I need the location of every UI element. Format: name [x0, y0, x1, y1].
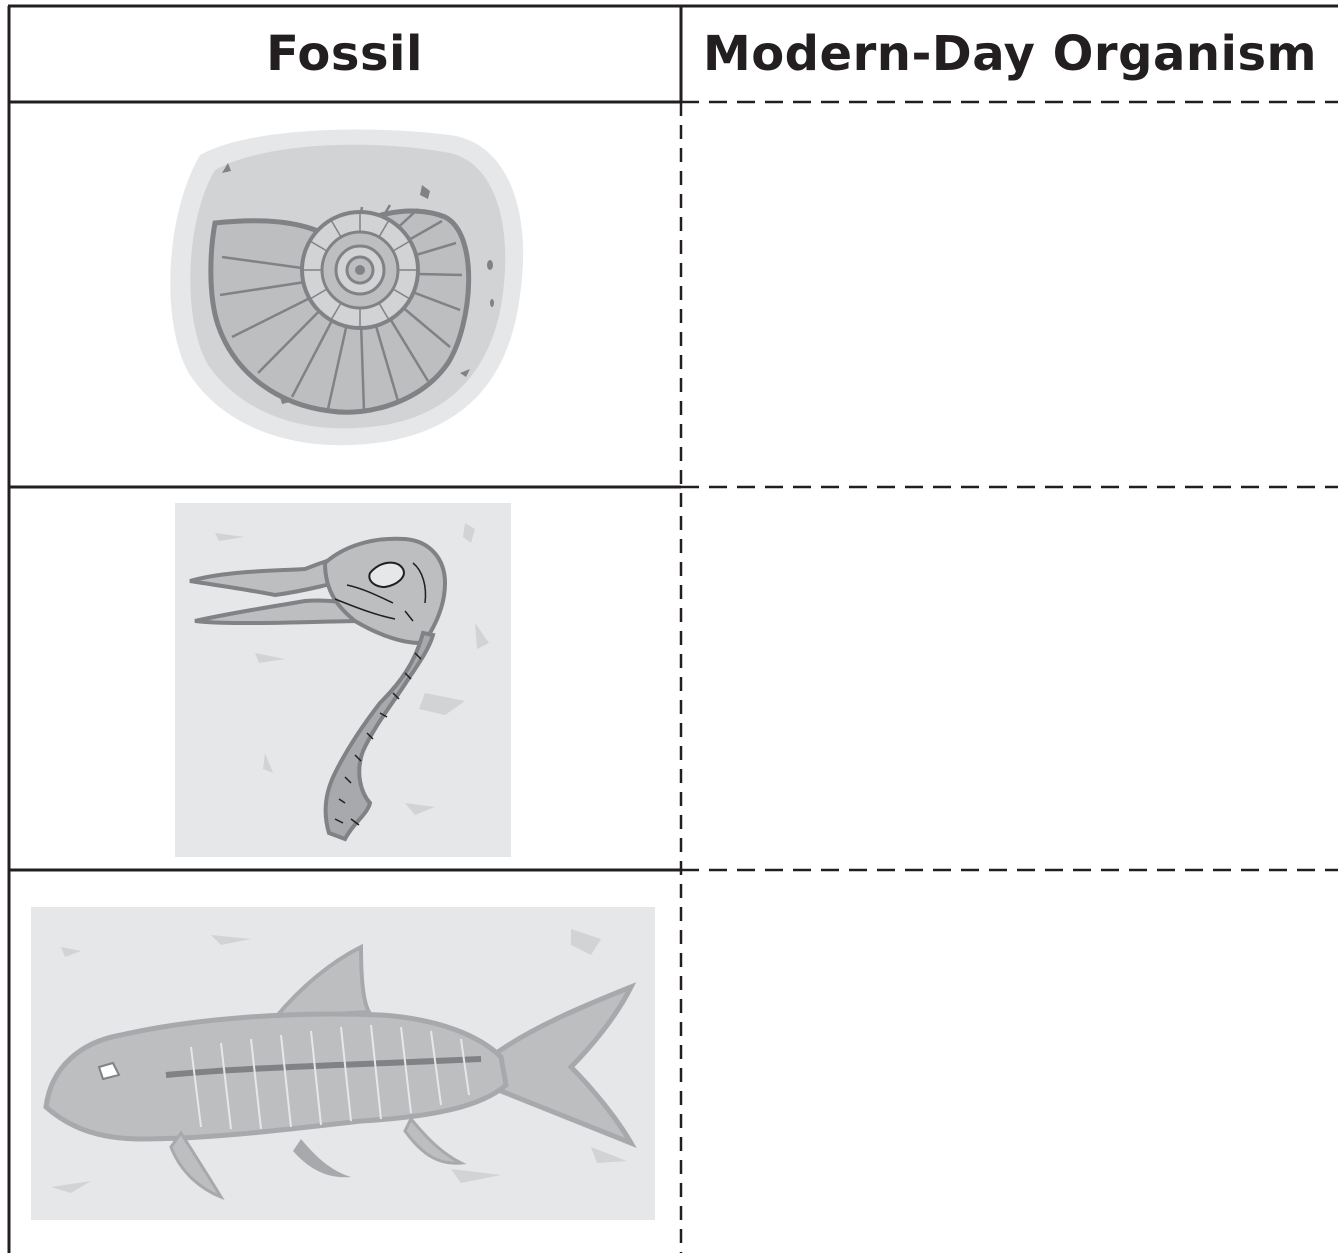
- modern-day-answer-cell-2[interactable]: [684, 489, 1338, 868]
- modern-day-answer-cell-1[interactable]: [684, 104, 1338, 485]
- bird-skull-fossil-icon: [175, 503, 511, 857]
- modern-day-answer-cell-3[interactable]: [684, 872, 1338, 1253]
- fish-fossil-icon: [31, 907, 655, 1220]
- fossil-column-header: Fossil: [266, 26, 423, 82]
- modern-day-organism-column-header: Modern-Day Organism: [702, 26, 1318, 82]
- ammonite-fossil-icon: [160, 125, 530, 450]
